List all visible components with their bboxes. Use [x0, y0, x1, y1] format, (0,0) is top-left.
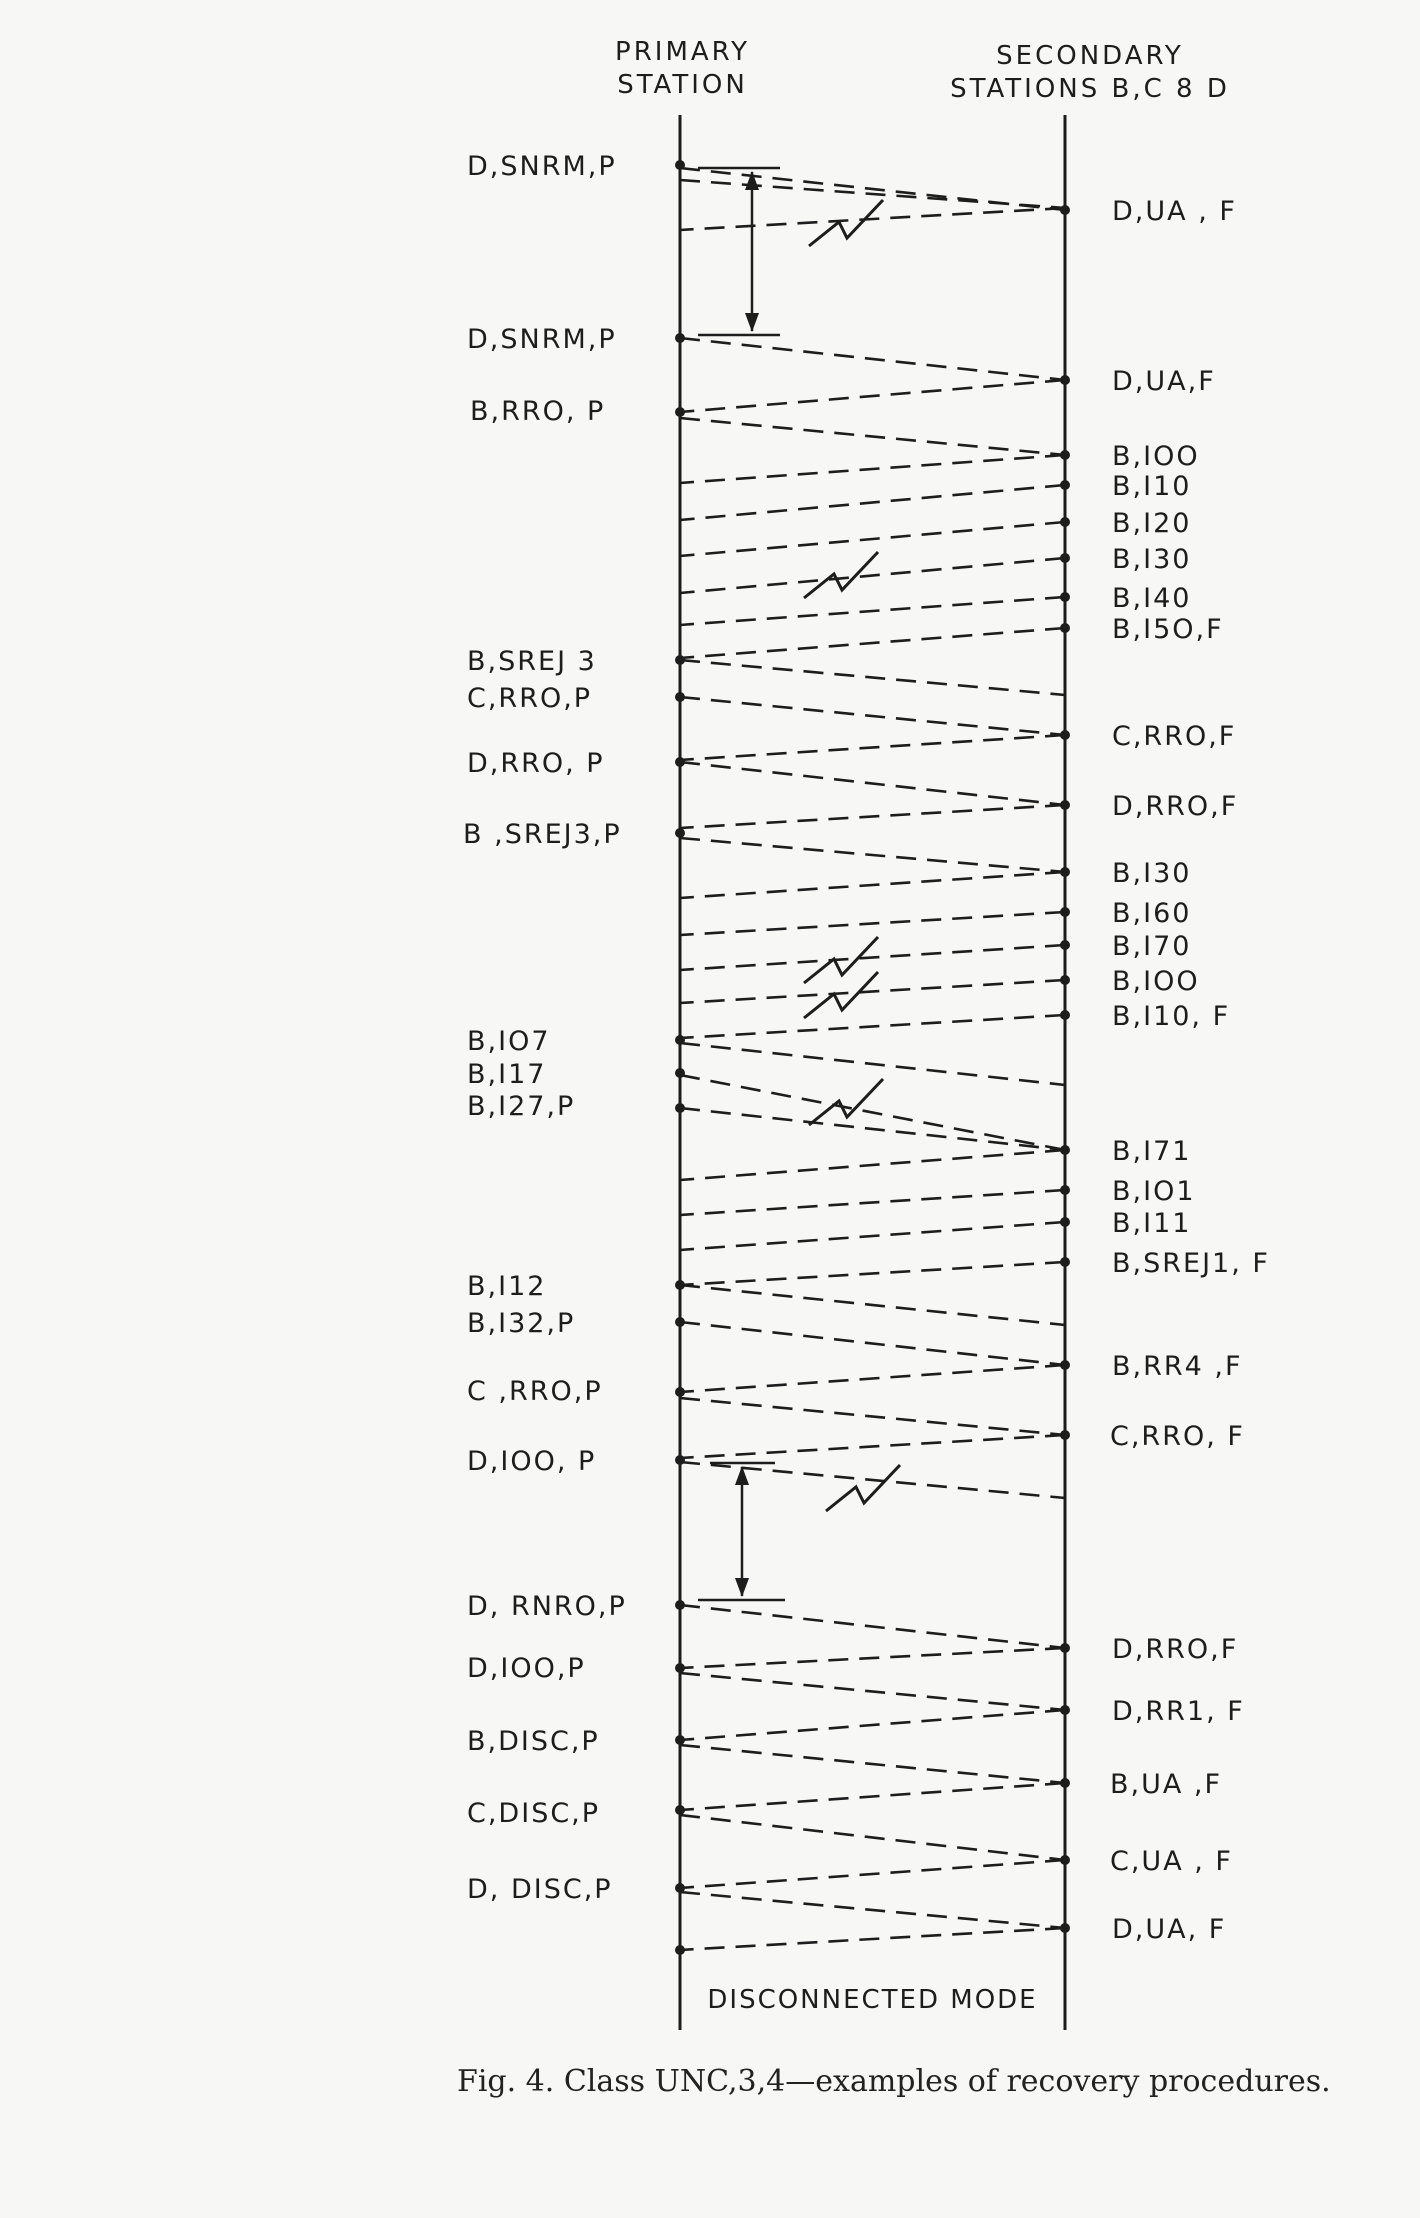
event-dot — [1060, 480, 1070, 490]
primary-frame-label: D, RNRO,P — [467, 1591, 627, 1622]
secondary-header-line1: SECONDARY — [996, 41, 1184, 71]
secondary-frame-label: B,IOO — [1112, 441, 1200, 472]
event-dot — [675, 1883, 685, 1893]
secondary-frame-label: B,I30 — [1112, 858, 1192, 889]
frame-transmission-line — [680, 1710, 1065, 1740]
secondary-frame-label: B,SREJ1, F — [1112, 1248, 1270, 1279]
secondary-frame-label: B,I70 — [1112, 931, 1192, 962]
frame-transmission-line — [680, 455, 1065, 483]
primary-header-line1: PRIMARY — [615, 37, 750, 67]
secondary-frame-label: D,RR1, F — [1112, 1696, 1245, 1727]
frame-transmission-line — [680, 338, 1065, 380]
secondary-frame-label: C,UA , F — [1110, 1846, 1233, 1877]
frame-transmission-line — [680, 1398, 1065, 1435]
primary-frame-label: D,IOO, P — [467, 1446, 597, 1477]
event-dot — [1060, 1778, 1070, 1788]
event-dot — [1060, 730, 1070, 740]
frame-transmission-line — [680, 1648, 1065, 1668]
secondary-frame-label: B,I11 — [1112, 1208, 1192, 1239]
event-dot — [1060, 1360, 1070, 1370]
station-timelines — [680, 115, 1065, 2030]
event-dot — [675, 1317, 685, 1327]
frame-transmission-line — [680, 1815, 1065, 1860]
frame-transmission-line — [680, 1673, 1065, 1710]
primary-frame-label: B,I32,P — [467, 1308, 576, 1339]
disconnected-mode-label: DISCONNECTED MODE — [707, 1985, 1038, 2015]
event-dot — [1060, 375, 1070, 385]
secondary-frame-label: D,RRO,F — [1112, 791, 1239, 822]
frame-transmission-line — [680, 762, 1065, 805]
event-dot — [675, 1663, 685, 1673]
primary-frame-label: D, DISC,P — [467, 1874, 613, 1905]
event-dot — [1060, 1855, 1070, 1865]
frame-transmission-line — [680, 522, 1065, 556]
frame-transmission-line — [680, 1222, 1065, 1250]
secondary-frame-label: B,I30 — [1112, 544, 1192, 575]
event-dot — [1060, 1257, 1070, 1267]
frame-transmission-line — [680, 735, 1065, 760]
event-dot — [675, 1280, 685, 1290]
frame-transmission-line — [680, 1783, 1065, 1810]
primary-frame-label: C,DISC,P — [467, 1798, 601, 1829]
event-dot — [675, 757, 685, 767]
primary-frame-label: B,DISC,P — [467, 1726, 600, 1757]
event-dot — [1060, 205, 1070, 215]
frame-transmission-line — [680, 1435, 1065, 1458]
primary-frame-label: C ,RRO,P — [467, 1376, 603, 1407]
secondary-frame-label: B,I10 — [1112, 471, 1192, 502]
frame-transmission-line — [680, 1605, 1065, 1648]
frame-transmission-line — [680, 380, 1065, 412]
event-dot — [1060, 1010, 1070, 1020]
primary-frame-label: B,SREJ 3 — [467, 646, 597, 677]
secondary-header-line2: STATIONS B,C 8 D — [950, 73, 1230, 104]
event-dot — [675, 1035, 685, 1045]
timeout-arrowhead-down — [735, 1578, 749, 1597]
event-dot — [675, 1103, 685, 1113]
frame-transmission-line — [680, 872, 1065, 898]
frame-transmission-line — [680, 418, 1065, 455]
frame-transmission-line — [680, 1190, 1065, 1215]
frame-transmission-line — [680, 805, 1065, 828]
event-dot — [1060, 517, 1070, 527]
transmission-error-mark — [826, 1465, 900, 1511]
frame-transmission-line — [680, 945, 1065, 970]
frame-transmission-line — [680, 697, 1065, 735]
frame-transmission-line — [680, 1928, 1065, 1950]
frame-transmission-line — [680, 1075, 1065, 1150]
event-dot — [675, 407, 685, 417]
event-dot — [1060, 1217, 1070, 1227]
event-dot — [1060, 800, 1070, 810]
primary-frame-label: D,IOO,P — [467, 1653, 586, 1684]
secondary-frame-label: B,I10, F — [1112, 1001, 1231, 1032]
event-dot — [675, 828, 685, 838]
event-dot — [1060, 1185, 1070, 1195]
event-dot — [1060, 1923, 1070, 1933]
event-dot — [675, 1455, 685, 1465]
primary-frame-label: B,RRO, P — [470, 396, 606, 427]
frame-transmission-line — [680, 912, 1065, 935]
event-dot — [675, 1068, 685, 1078]
primary-frame-label: B,I17 — [467, 1059, 547, 1090]
figure-caption: Fig. 4. Class UNC,3,4—examples of recovery procedures. — [457, 2064, 1331, 2099]
primary-header-line2: STATION — [617, 69, 748, 100]
event-dot — [1060, 907, 1070, 917]
event-dot — [675, 1735, 685, 1745]
primary-frame-label: B ,SREJ3,P — [463, 819, 622, 850]
primary-frame-label: D,SNRM,P — [467, 324, 617, 355]
frame-transmission-line — [680, 1365, 1065, 1392]
event-dot — [1060, 940, 1070, 950]
event-dot — [1060, 1430, 1070, 1440]
secondary-stations-header — [930, 40, 1250, 105]
frame-transmission-line — [680, 1745, 1065, 1783]
event-dot — [1060, 623, 1070, 633]
event-dot — [675, 692, 685, 702]
secondary-frame-label: B,UA ,F — [1110, 1769, 1223, 1800]
secondary-frame-label: B,I60 — [1112, 898, 1192, 929]
frame-transmission-line — [680, 1150, 1065, 1180]
event-dot — [1060, 553, 1070, 563]
secondary-frame-label: B,IO1 — [1112, 1176, 1196, 1207]
secondary-frame-label: B,I71 — [1112, 1136, 1192, 1167]
event-dot — [675, 333, 685, 343]
frame-transmission-line — [680, 628, 1065, 658]
secondary-frame-label: C,RRO, F — [1110, 1421, 1245, 1452]
event-dot — [1060, 1643, 1070, 1653]
event-dot — [1060, 1705, 1070, 1715]
frame-transmission-line — [680, 1015, 1065, 1038]
frame-transmission-line — [680, 1285, 1065, 1325]
event-dot — [675, 1387, 685, 1397]
frame-transmission-line — [680, 1860, 1065, 1888]
frame-transmission-line — [680, 180, 1065, 208]
event-dot — [675, 1805, 685, 1815]
primary-frame-label: B,IO7 — [467, 1026, 551, 1057]
transmission-error-mark — [809, 200, 883, 246]
frame-transmission-line — [680, 980, 1065, 1003]
secondary-frame-label: B,IOO — [1112, 966, 1200, 997]
event-dot — [1060, 1145, 1070, 1155]
event-dot — [675, 160, 685, 170]
primary-station-header — [570, 36, 795, 101]
primary-frame-label: D,SNRM,P — [467, 151, 617, 182]
frame-transmission-line — [680, 660, 1065, 695]
secondary-frame-label: B,I20 — [1112, 508, 1192, 539]
timeout-arrowhead-down — [745, 313, 759, 332]
secondary-frame-label: B,I5O,F — [1112, 614, 1224, 645]
frame-transmission-line — [680, 485, 1065, 520]
secondary-frame-label: B,RR4 ,F — [1112, 1351, 1243, 1382]
frame-transmission-line — [680, 1108, 1065, 1150]
event-dot — [1060, 450, 1070, 460]
primary-frame-label: B,I27,P — [467, 1091, 576, 1122]
primary-frame-label: B,I12 — [467, 1271, 547, 1302]
secondary-frame-label: B,I40 — [1112, 583, 1192, 614]
frame-transmission-line — [680, 597, 1065, 625]
event-dot — [675, 1945, 685, 1955]
primary-frame-label: D,RRO, P — [467, 748, 605, 779]
secondary-frame-label: C,RRO,F — [1112, 721, 1237, 752]
timeout-arrowhead-up — [745, 171, 759, 190]
primary-frame-label: C,RRO,P — [467, 683, 593, 714]
secondary-frame-label: D,UA, F — [1112, 1914, 1227, 1945]
frame-transmission-line — [680, 838, 1065, 872]
secondary-frame-label: D,RRO,F — [1112, 1634, 1239, 1665]
event-dot — [1060, 592, 1070, 602]
frame-transmission-line — [680, 1262, 1065, 1285]
frame-transmission-line — [680, 1043, 1065, 1085]
event-dot — [1060, 975, 1070, 985]
event-dot — [675, 655, 685, 665]
frame-transmission-line — [680, 558, 1065, 593]
frame-transmission-line — [680, 1892, 1065, 1928]
event-dot — [1060, 867, 1070, 877]
secondary-frame-label: D,UA,F — [1112, 366, 1216, 397]
event-dot — [675, 1600, 685, 1610]
secondary-frame-label: D,UA , F — [1112, 196, 1237, 227]
frame-transmission-line — [680, 1322, 1065, 1365]
